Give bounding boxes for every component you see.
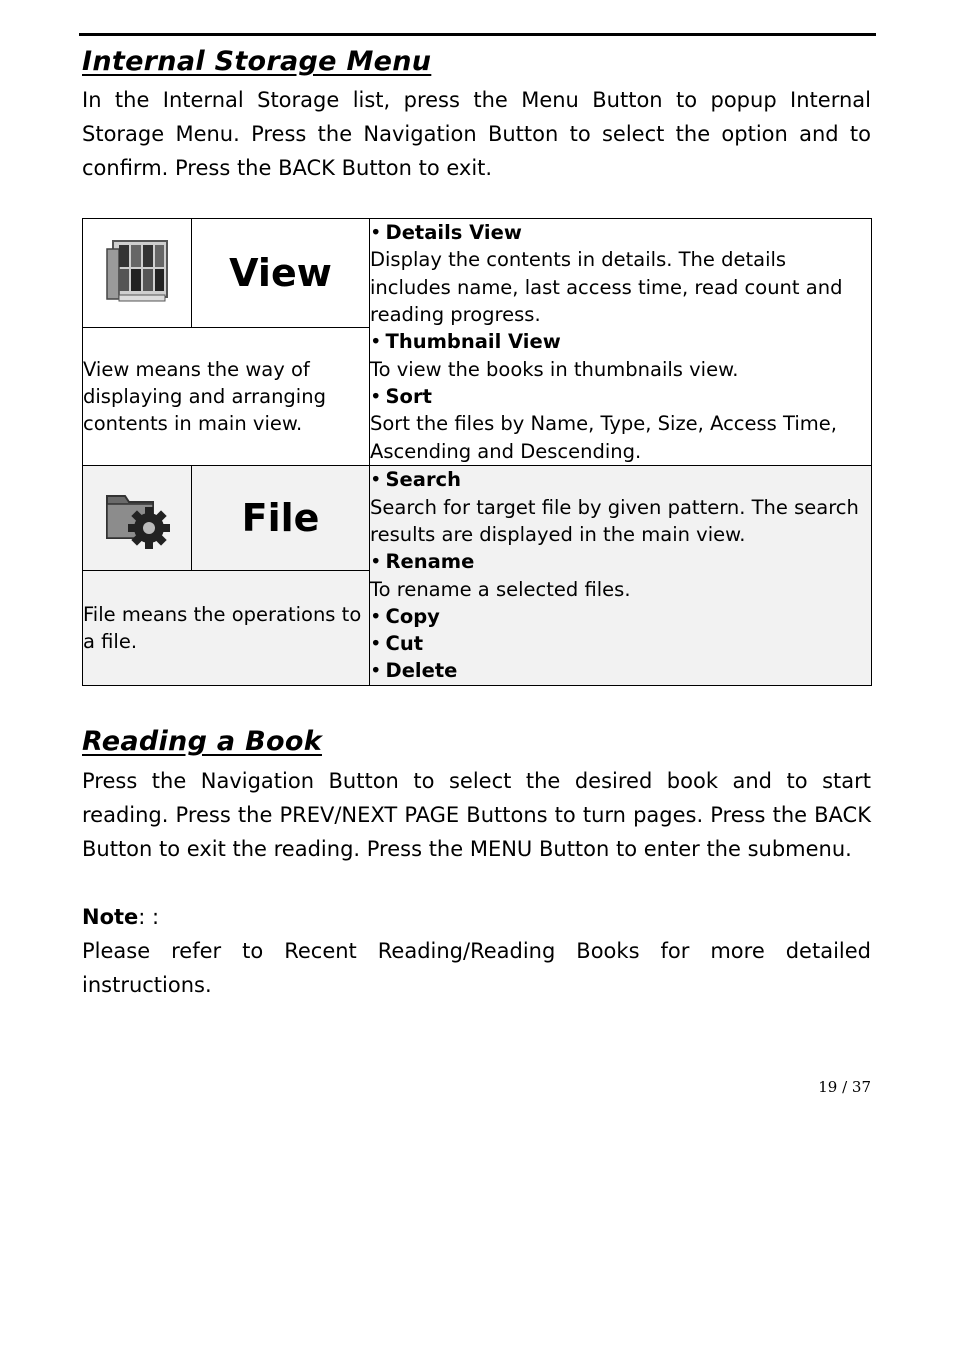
- page-number: 19 / 37: [818, 1078, 871, 1096]
- view-icon-cell: [83, 219, 192, 328]
- top-rule: [79, 33, 876, 36]
- option-sort-desc: Sort the files by Name, Type, Size, Access Time, Ascending and Descending.: [370, 412, 837, 463]
- option-thumbnail-view-desc: To view the books in thumbnails view.: [370, 357, 739, 381]
- file-icon-cell: [83, 466, 192, 571]
- note-text: Please refer to Recent Reading/Reading Books for more detailed instructions.: [82, 939, 871, 997]
- option-cut: • Cut: [370, 630, 871, 657]
- option-thumbnail-view: • Thumbnail View: [370, 328, 871, 355]
- reading-paragraph: Press the Navigation Button to select the desired book and to start reading. Press the PREV/NEXT PAGE Buttons to turn pages. Press the BACK Button to exit the reading. Press the MENU Button to enter the submenu.: [82, 769, 871, 861]
- option-search: • Search: [370, 466, 871, 493]
- option-delete: • Delete: [370, 657, 871, 684]
- file-caption: File means the operations to a file.: [83, 571, 370, 686]
- view-options: [370, 219, 872, 466]
- file-name: File: [192, 466, 370, 571]
- note-suffix: : :: [138, 905, 160, 929]
- view-caption: View means the way of displaying and arranging contents in main view.: [83, 328, 370, 466]
- option-sort: • Sort: [370, 383, 871, 410]
- option-details-view: • Details View: [370, 219, 871, 246]
- section-title-reading-a-book: Reading a Book: [82, 726, 322, 757]
- menu-table: [82, 218, 872, 686]
- option-search-desc: Search for target file by given pattern. The search results are displayed in the main view.: [370, 495, 859, 546]
- option-details-view-desc: Display the contents in details. The details includes name, last access time, read count and reading progress.: [370, 248, 843, 327]
- note-line: [82, 900, 159, 934]
- view-name: View: [192, 219, 370, 328]
- option-rename-desc: To rename a selected files.: [370, 577, 631, 601]
- file-options: [370, 466, 872, 686]
- thumbnail-grid-icon: [103, 237, 171, 305]
- option-copy: • Copy: [370, 603, 871, 630]
- folder-gear-icon: [103, 482, 171, 550]
- section-title-internal-storage-menu: Internal Storage Menu: [82, 46, 432, 77]
- option-rename: • Rename: [370, 548, 871, 575]
- note-label: Note: [82, 905, 139, 929]
- intro-paragraph: In the Internal Storage list, press the Menu Button to popup Internal Storage Menu. Press the Navigation Button to select the option and to confirm. Press the BACK Button to exit.: [82, 88, 871, 180]
